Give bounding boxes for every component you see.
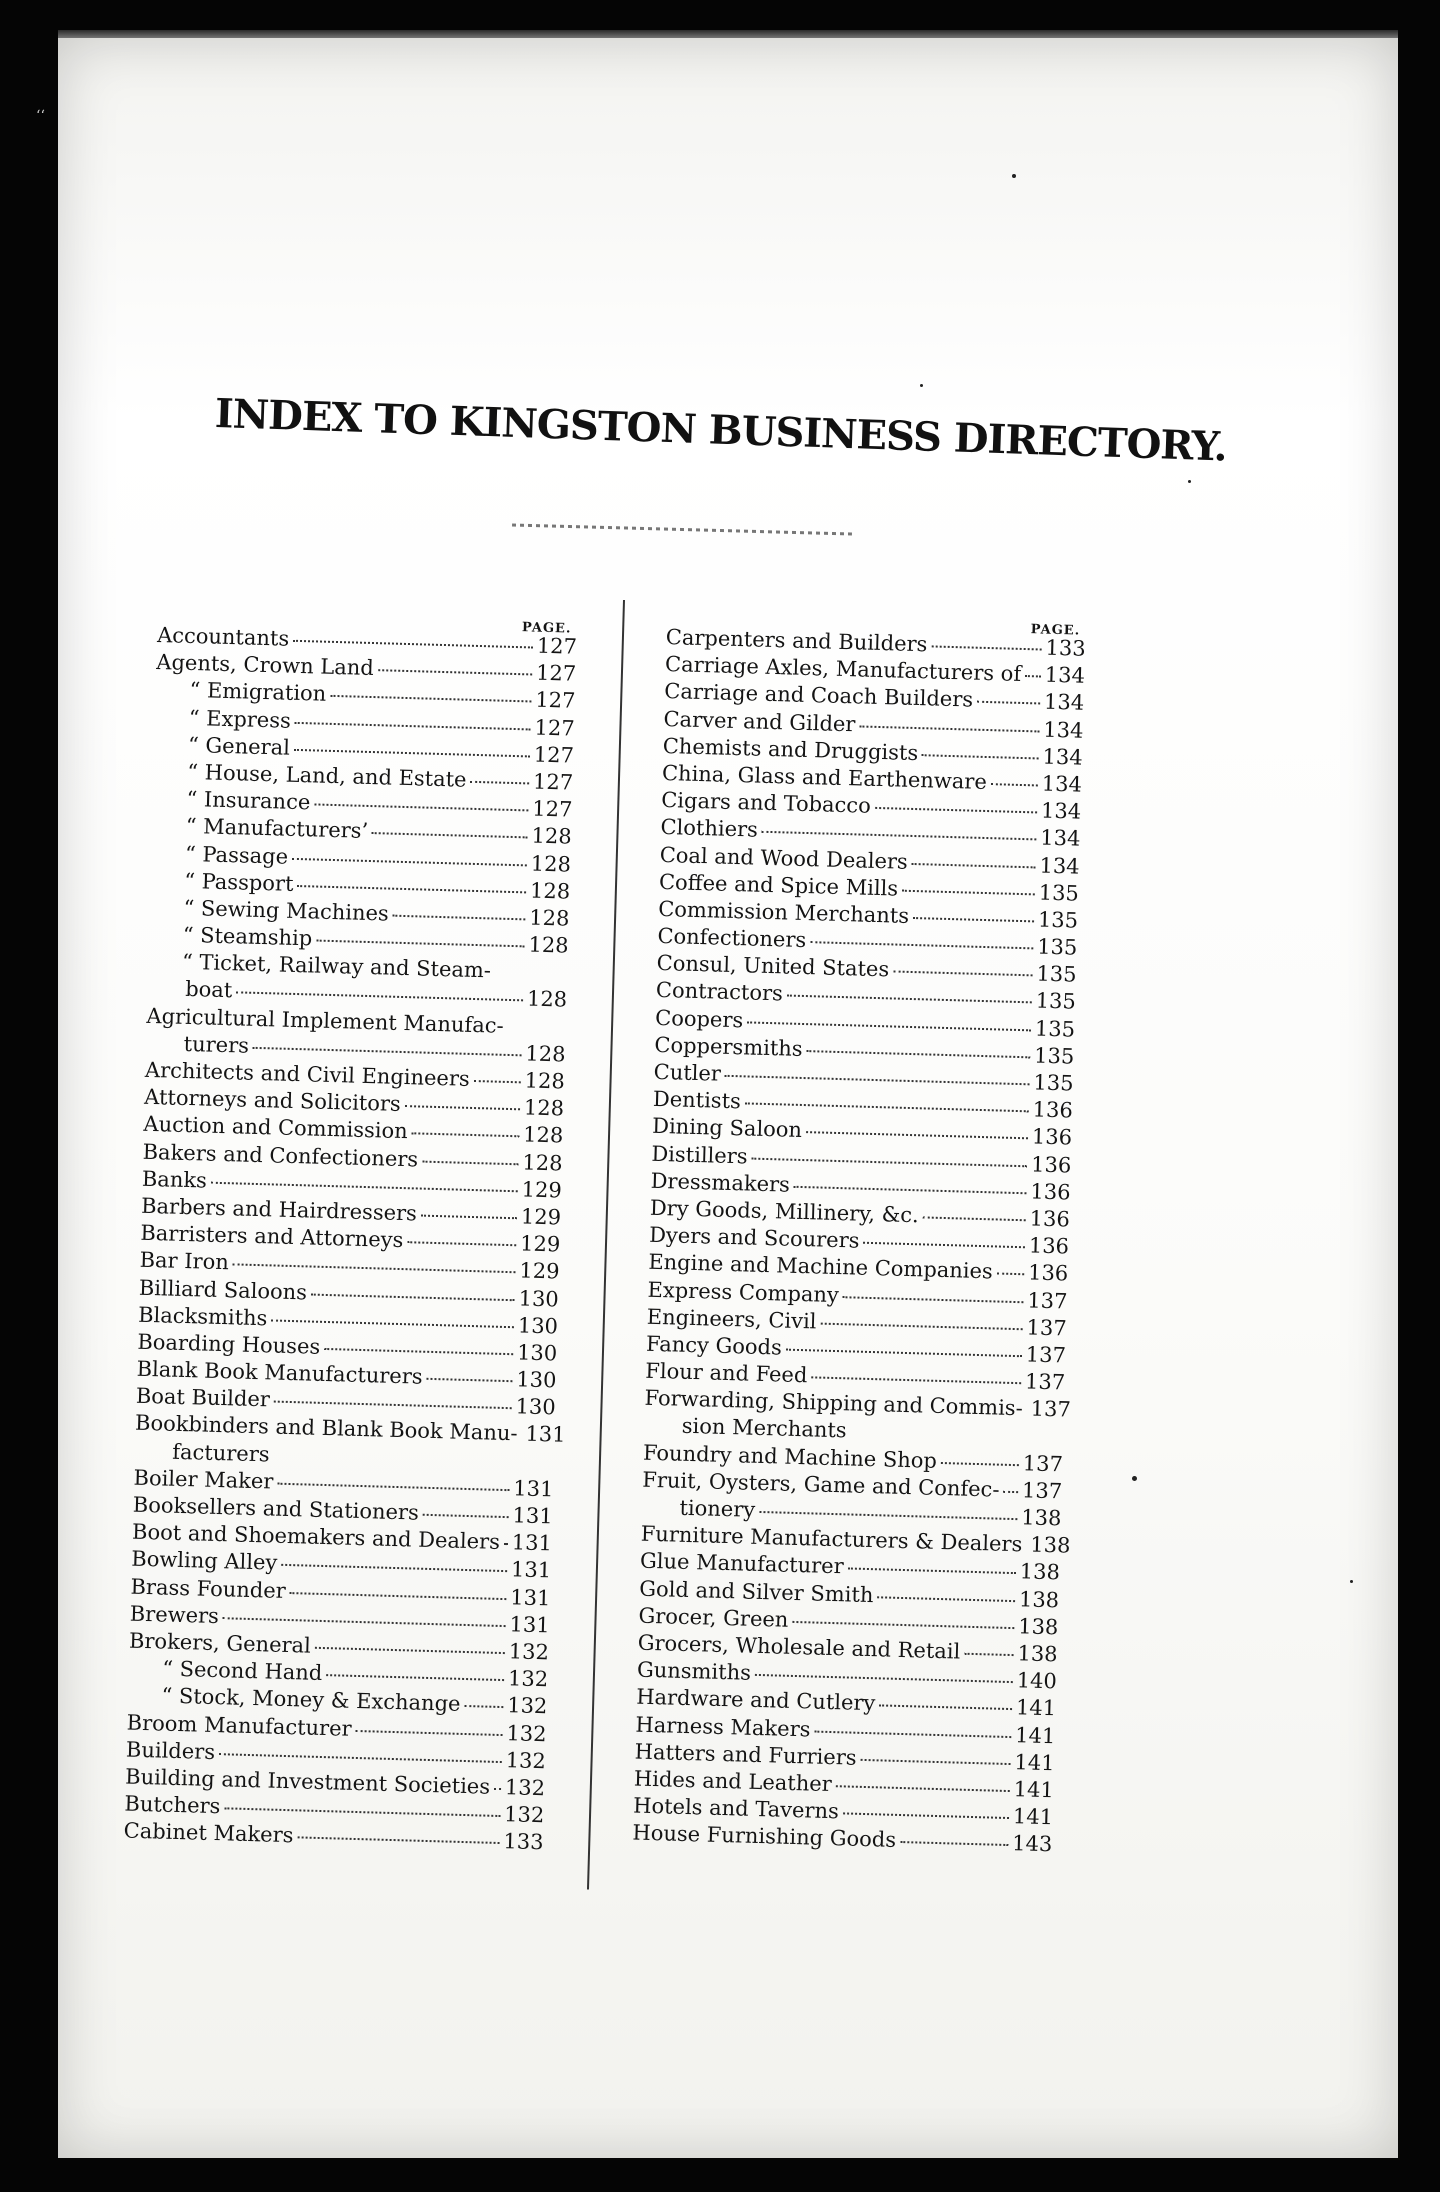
leader-dots — [997, 1273, 1024, 1276]
entry-label: “ Steamship — [182, 922, 313, 951]
entry-label: Harness Makers — [635, 1712, 811, 1741]
entry-page-number: 127 — [536, 633, 578, 659]
entry-page-number: 128 — [528, 905, 570, 931]
entry-page-number: 127 — [534, 715, 576, 741]
entry-page-number: 134 — [1041, 771, 1083, 797]
leader-dots — [786, 1349, 1022, 1358]
leader-dots — [427, 1378, 513, 1382]
leader-dots — [314, 804, 528, 812]
entry-label: Boat Builder — [135, 1383, 271, 1412]
entry-page-number: 136 — [1027, 1260, 1069, 1286]
leader-dots — [794, 1186, 1027, 1194]
entry-label: Confectioners — [657, 923, 807, 953]
leader-dots — [223, 1617, 506, 1627]
leader-dots — [315, 1647, 505, 1654]
entry-label: Butchers — [124, 1791, 221, 1819]
entry-label: Engineers, Civil — [646, 1304, 817, 1334]
leader-dots — [836, 1785, 1010, 1792]
entry-page-number: 128 — [522, 1149, 563, 1176]
entry-page-number: 137 — [1022, 1450, 1064, 1477]
entry-label: Brewers — [129, 1601, 220, 1628]
entry-page-number: 127 — [535, 660, 577, 686]
entry-label: Boiler Maker — [133, 1465, 274, 1494]
leader-dots — [324, 1348, 513, 1355]
entry-page-number: 141 — [1014, 1749, 1055, 1775]
page-title: INDEX TO KINGSTON BUSINESS DIRECTORY. — [214, 390, 1228, 471]
leader-dots — [877, 1596, 1015, 1602]
leader-dots — [893, 971, 1032, 977]
entry-page-number: 134 — [1039, 853, 1080, 879]
leader-dots — [297, 885, 526, 893]
entry-page-number: 134 — [1039, 825, 1081, 851]
leader-dots — [902, 889, 1035, 895]
entry-label: Banks — [141, 1166, 208, 1193]
entry-page-number: 131 — [510, 1557, 552, 1583]
entry-page-number: 132 — [505, 1747, 547, 1773]
leader-dots — [941, 1462, 1019, 1466]
page-column-header: PAGE. — [521, 620, 572, 637]
leader-dots — [751, 1157, 1027, 1167]
leader-dots — [848, 1568, 1016, 1575]
entry-label: “ Emigration — [189, 678, 327, 707]
entry-page-number — [520, 1468, 554, 1469]
entry-label: Attorneys and Solicitors — [143, 1084, 402, 1117]
leader-dots — [274, 1457, 517, 1464]
leader-dots — [316, 940, 524, 948]
entry-page-number: 137 — [1027, 1287, 1068, 1313]
entry-label: Blacksmiths — [137, 1302, 268, 1331]
entry-page-number: 131 — [512, 1503, 554, 1529]
leader-dots — [295, 721, 531, 730]
entry-page-number: 135 — [1036, 934, 1078, 960]
leader-dots — [875, 807, 1037, 814]
entry-label: Building and Investment Societies — [124, 1764, 491, 1799]
entry-label: “ Passage — [184, 841, 289, 869]
entry-label: Brokers, General — [128, 1628, 312, 1658]
leader-dots — [464, 1705, 503, 1708]
entry-page-number: 129 — [521, 1177, 563, 1203]
entry-page-number: 138 — [1029, 1532, 1071, 1558]
leader-dots — [281, 1564, 507, 1572]
entry-label: Cutler — [653, 1059, 722, 1086]
entry-label: tionery — [679, 1495, 756, 1522]
entry-page-number: 136 — [1030, 1179, 1071, 1205]
leader-dots — [311, 1293, 515, 1301]
leader-dots — [233, 1264, 516, 1274]
leader-dots — [356, 1729, 503, 1735]
leader-dots — [236, 992, 523, 1002]
entry-label: Billiard Saloons — [138, 1275, 308, 1304]
entry-label: Coppersmiths — [654, 1032, 803, 1061]
index-column-left — [123, 604, 577, 1857]
entry-label: Dressmakers — [650, 1168, 791, 1197]
leader-dots — [859, 725, 1039, 732]
entry-label: Broom Manufacturer — [126, 1710, 352, 1741]
entry-page-number: 132 — [506, 1720, 547, 1746]
leader-dots — [759, 1511, 1017, 1520]
leader-dots — [470, 781, 529, 785]
entry-label: boat — [184, 977, 233, 1003]
entry-label: Commission Merchants — [657, 896, 910, 928]
entry-label: Distillers — [651, 1141, 748, 1169]
entry-label: Foundry and Machine Shop — [642, 1440, 938, 1473]
leader-dots — [900, 1841, 1008, 1846]
entry-label: Carver and Gilder — [663, 706, 856, 736]
entry-page-number: 135 — [1036, 961, 1077, 987]
leader-dots — [412, 1133, 520, 1138]
leader-dots — [863, 1242, 1025, 1249]
entry-label: Cabinet Makers — [123, 1818, 294, 1848]
entry-page-number: 128 — [526, 986, 568, 1013]
entry-label: Glue Manufacturer — [639, 1549, 845, 1579]
leader-dots — [747, 1021, 1031, 1031]
page-column-header: PAGE. — [1030, 622, 1081, 639]
entry-page-number: 141 — [1014, 1722, 1056, 1748]
leader-dots — [393, 915, 526, 921]
leader-dots — [806, 1131, 1028, 1139]
entry-page-number: 137 — [1026, 1315, 1068, 1341]
leader-dots — [851, 1434, 1026, 1439]
leader-dots — [792, 1621, 1014, 1629]
leader-dots — [977, 701, 1040, 705]
entry-page-number: 135 — [1034, 1016, 1076, 1042]
index-column-right — [632, 622, 1087, 1859]
entry-page-number: 135 — [1037, 907, 1079, 933]
entry-page-number — [534, 979, 568, 980]
entry-label: Contractors — [655, 978, 784, 1006]
entry-label: Hides and Leather — [633, 1766, 833, 1796]
entry-page-number: 127 — [535, 687, 576, 714]
entry-label: Fruit, Oysters, Game and Confec- — [641, 1467, 1000, 1502]
entry-label: sion Merchants — [681, 1414, 847, 1443]
entry-label: Clothiers — [660, 815, 759, 842]
entry-page-number: 128 — [523, 1095, 565, 1121]
leader-dots — [913, 917, 1034, 922]
leader-dots — [814, 1730, 1011, 1737]
entry-page-number: 134 — [1040, 798, 1082, 824]
leader-dots — [474, 1080, 521, 1083]
leader-dots — [494, 1788, 501, 1790]
leader-dots — [931, 645, 1041, 650]
entry-page-number — [1030, 1443, 1064, 1444]
leader-dots — [330, 695, 531, 703]
leader-dots — [224, 1807, 500, 1817]
entry-label: “ Passport — [183, 868, 294, 896]
leader-dots — [294, 749, 530, 758]
leader-dots — [407, 1241, 516, 1246]
leader-dots — [810, 941, 1033, 949]
leader-dots — [274, 1401, 512, 1410]
leader-dots — [504, 1543, 508, 1545]
entry-page-number: 136 — [1032, 1097, 1074, 1123]
entry-label: Hardware and Cutlery — [635, 1684, 876, 1716]
entry-page-number: 131 — [513, 1476, 554, 1502]
entry-page-number: 133 — [1045, 635, 1087, 661]
entry-label: Consul, United States — [656, 951, 890, 982]
entry-page-number: 138 — [1020, 1505, 1062, 1531]
entry-label: Hatters and Furriers — [634, 1739, 857, 1770]
entry-page-number: 133 — [503, 1829, 544, 1855]
entry-page-number: 135 — [1038, 880, 1080, 906]
entry-page-number: 138 — [1018, 1586, 1060, 1612]
leader-dots — [820, 1322, 1022, 1330]
entry-label: Bowling Alley — [130, 1547, 278, 1576]
entry-label: Agricultural Implement Manufac- — [146, 1003, 504, 1038]
entry-label: China, Glass and Earthenware — [661, 760, 988, 794]
leader-dots — [991, 783, 1038, 786]
entry-page-number: 132 — [506, 1693, 548, 1719]
leader-dots — [326, 1674, 504, 1681]
entry-label: facturers — [172, 1439, 270, 1467]
entry-page-number: 130 — [516, 1367, 557, 1393]
entry-page-number: 127 — [533, 742, 575, 768]
entry-label: Gold and Silver Smith — [638, 1576, 874, 1607]
leader-dots — [293, 640, 533, 649]
leader-dots — [1025, 675, 1041, 677]
entry-label: Accountants — [156, 622, 290, 651]
entry-label: Brass Founder — [130, 1574, 287, 1603]
entry-label: Bakers and Confectioners — [142, 1139, 419, 1172]
leader-dots — [405, 1105, 520, 1110]
corner-mark: ‘‘ — [36, 108, 45, 124]
entry-label: Boot and Shoemakers and Dealers — [131, 1519, 501, 1555]
entry-page-number: 128 — [529, 878, 571, 904]
leader-dots — [762, 831, 1036, 841]
entry-page-number: 129 — [520, 1204, 562, 1230]
leader-dots — [787, 995, 1032, 1004]
entry-page-number: 130 — [516, 1340, 558, 1366]
entry-page-number: 137 — [1024, 1369, 1066, 1395]
entry-label: Cigars and Tobacco — [660, 788, 872, 818]
entry-page-number: 128 — [530, 851, 572, 877]
leader-dots — [292, 857, 527, 866]
entry-page-number: 132 — [504, 1775, 546, 1801]
entry-label: Coal and Wood Dealers — [659, 842, 909, 874]
entry-label: Fancy Goods — [645, 1331, 783, 1360]
entry-page-number: 130 — [517, 1313, 559, 1339]
leader-dots — [378, 669, 532, 675]
entry-page-number — [532, 1033, 566, 1034]
entry-page-number: 131 — [511, 1530, 553, 1556]
entry-page-number: 138 — [1019, 1559, 1061, 1585]
entry-label: Carriage Axles, Manufacturers of — [664, 652, 1022, 687]
entry-page-number: 134 — [1044, 662, 1086, 688]
leader-dots — [843, 1296, 1024, 1303]
entry-page-number: 128 — [528, 932, 569, 958]
entry-page-number: 131 — [509, 1611, 550, 1638]
entry-label: Bar Iron — [139, 1248, 230, 1275]
leader-dots — [922, 754, 1038, 759]
entry-label: Dry Goods, Millinery, &c. — [649, 1195, 920, 1228]
entry-label: “ General — [187, 732, 291, 760]
entry-label: “ Stock, Money & Exchange — [161, 1683, 461, 1717]
entry-label: Boarding Houses — [137, 1329, 321, 1359]
entry-page-number: 141 — [1013, 1777, 1055, 1803]
entry-label: Flour and Feed — [645, 1358, 808, 1388]
entry-page-number: 138 — [1017, 1641, 1058, 1667]
entry-page-number: 132 — [507, 1666, 549, 1692]
entry-label: Coopers — [654, 1005, 744, 1032]
entry-page-number: 134 — [1043, 717, 1084, 743]
entry-page-number: 136 — [1031, 1124, 1073, 1150]
leader-dots — [271, 1319, 514, 1328]
entry-page-number: 128 — [531, 823, 572, 849]
entry-label: “ Second Hand — [161, 1656, 323, 1686]
entry-page-number: 136 — [1030, 1151, 1072, 1178]
leader-dots — [879, 1705, 1012, 1711]
entry-label: “ Express — [188, 705, 292, 733]
leader-dots — [297, 1837, 499, 1845]
leader-dots — [912, 862, 1036, 867]
entry-page-number: 132 — [503, 1802, 545, 1828]
leader-dots — [725, 1075, 1030, 1086]
leader-dots — [421, 1215, 517, 1220]
entry-page-number: 130 — [515, 1394, 557, 1420]
entry-page-number: 127 — [532, 769, 574, 795]
entry-page-number: 143 — [1011, 1831, 1053, 1857]
leader-dots — [964, 1653, 1013, 1656]
entry-label: Agents, Crown Land — [156, 650, 375, 681]
leader-dots — [923, 1216, 1026, 1221]
entry-label: Builders — [125, 1737, 216, 1764]
entry-label: Carriage and Coach Builders — [664, 679, 974, 712]
leader-dots — [745, 1103, 1029, 1113]
entry-page-number: 132 — [508, 1639, 550, 1665]
entry-label: Forwarding, Shipping and Commis- — [644, 1385, 1024, 1421]
entry-label: “ Insurance — [186, 787, 311, 815]
leader-dots — [253, 1047, 522, 1057]
entry-label: Auction and Commission — [143, 1112, 409, 1144]
entry-label: House Furnishing Goods — [632, 1820, 897, 1853]
entry-page-number: 135 — [1033, 1070, 1074, 1096]
leader-dots — [508, 1029, 529, 1030]
leader-dots — [1003, 1491, 1018, 1493]
entry-label: Dining Saloon — [651, 1114, 803, 1143]
entry-label: Dentists — [652, 1087, 742, 1114]
leader-dots — [277, 1482, 509, 1490]
entry-page-number: 127 — [532, 796, 573, 822]
entry-page-number: 136 — [1028, 1233, 1070, 1259]
entry-page-number: 140 — [1016, 1668, 1058, 1694]
entry-label: Architects and Civil Engineers — [144, 1057, 471, 1091]
entry-page-number: 136 — [1029, 1206, 1071, 1232]
entry-page-number: 129 — [519, 1231, 561, 1257]
entry-page-number: 128 — [522, 1122, 564, 1148]
entry-label: Hotels and Taverns — [632, 1793, 840, 1824]
entry-label: Bookbinders and Blank Book Manu- — [134, 1411, 518, 1446]
entry-label: Chemists and Druggists — [662, 733, 919, 765]
entry-label: Barristers and Attorneys — [140, 1220, 404, 1253]
entry-label: “ House, Land, and Estate — [186, 759, 467, 792]
entry-page-number: 131 — [525, 1422, 566, 1448]
leader-dots — [811, 1376, 1021, 1384]
leader-dots — [290, 1592, 507, 1600]
entry-page-number: 131 — [509, 1584, 551, 1610]
entry-page-number: 128 — [525, 1041, 566, 1067]
entry-page-number: 135 — [1033, 1043, 1075, 1069]
entry-label: Blank Book Manufacturers — [136, 1356, 423, 1389]
leader-dots — [807, 1050, 1031, 1058]
entry-page-number: 134 — [1043, 689, 1085, 716]
entry-label: Engine and Machine Companies — [648, 1250, 994, 1284]
entry-page-number: 137 — [1025, 1342, 1067, 1368]
entry-page-number: 141 — [1015, 1695, 1057, 1721]
entry-label: “ Sewing Machines — [183, 895, 390, 926]
entry-label: turers — [183, 1031, 250, 1058]
entry-label: Furniture Manufacturers & Dealers — [640, 1521, 1023, 1557]
entry-label: Barbers and Hairdressers — [140, 1193, 418, 1226]
entry-label: “ Ticket, Railway and Steam- — [181, 950, 492, 983]
leader-dots — [861, 1759, 1011, 1765]
leader-dots — [372, 832, 527, 838]
entry-label: Carpenters and Builders — [665, 625, 928, 657]
leader-dots — [843, 1812, 1009, 1819]
entry-page-number: 129 — [519, 1258, 560, 1284]
leader-dots — [219, 1753, 502, 1763]
entry-page-number: 138 — [1017, 1613, 1059, 1640]
leader-dots — [422, 1160, 518, 1165]
entry-page-number: 130 — [518, 1285, 560, 1311]
leader-dots — [211, 1181, 518, 1192]
leader-dots — [495, 974, 530, 975]
entry-label: Dyers and Scourers — [648, 1222, 860, 1253]
leader-dots — [755, 1674, 1013, 1683]
entry-label: Express Company — [647, 1277, 840, 1307]
entry-page-number: 141 — [1012, 1804, 1054, 1830]
entry-page-number: 137 — [1030, 1396, 1072, 1422]
entry-page-number: 135 — [1035, 988, 1077, 1015]
entry-label: Coffee and Spice Mills — [658, 869, 899, 901]
leader-dots — [423, 1514, 509, 1518]
entry-label: “ Manufacturers’ — [185, 814, 369, 844]
entry-label: Booksellers and Stationers — [132, 1492, 420, 1525]
entry-label: Gunsmiths — [636, 1657, 752, 1685]
entry-page-number: 137 — [1021, 1478, 1063, 1504]
entry-page-number: 134 — [1042, 744, 1083, 770]
entry-label: Grocer, Green — [638, 1603, 789, 1632]
entry-page-number: 128 — [524, 1068, 566, 1094]
entry-label: Grocers, Wholesale and Retail — [637, 1630, 961, 1664]
